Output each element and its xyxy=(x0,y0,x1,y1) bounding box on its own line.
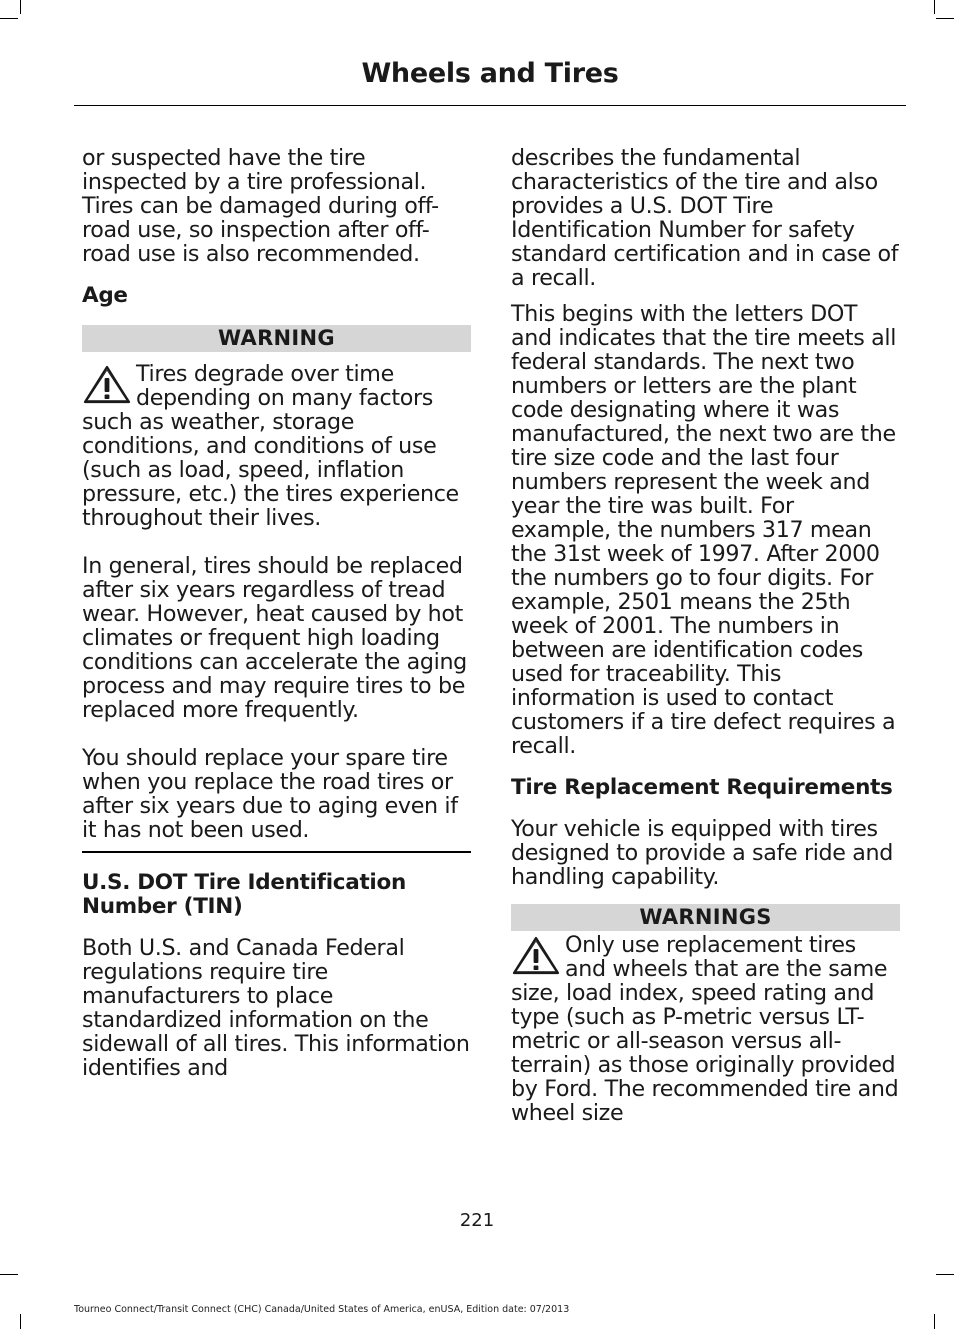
intro-paragraph: or suspected have the tire inspected by a tire professional. Tires can be damaged during off-road use, so inspection after off-road use is also recommended. xyxy=(82,145,439,267)
crop-mark xyxy=(20,0,21,14)
page-number: 221 xyxy=(459,1210,495,1231)
crop-mark xyxy=(934,1314,935,1329)
warnings-block xyxy=(511,933,900,1125)
crop-mark xyxy=(934,0,935,14)
warning-triangle-icon xyxy=(511,935,561,977)
warning-text: Tires degrade over time depending on many factors such as weather, storage conditions, and conditions of use (such as load, speed, inflation pressure, etc.) the tires experience throughout their lives. xyxy=(82,361,459,531)
warning-bar: WARNING xyxy=(82,325,471,352)
tin-paragraph: Both U.S. and Canada Federal regulations require tire manufacturers to place standardized information on the sidewall of all tires. This information identifies and xyxy=(82,935,470,1081)
crop-mark xyxy=(0,18,18,19)
section-divider xyxy=(82,851,471,853)
age-heading: Age xyxy=(82,283,128,308)
left-column xyxy=(82,146,471,1080)
replacement-heading: Tire Replacement Requirements xyxy=(511,775,893,800)
spare-tire-paragraph: You should replace your spare tire when you replace the road tires or after six years due to aging even if it has not been used. xyxy=(82,745,458,843)
warnings-text: Only use replacement tires and wheels that are the same size, load index, speed rating and type (such as P-metric versus LT-metric or all-season versus all-terrain) as those originally provided by Ford. The recommended tire and wheel size xyxy=(511,932,899,1126)
page-title: Wheels and Tires xyxy=(361,58,619,89)
footer-edition: Tourneo Connect/Transit Connect (CHC) Canada/United States of America, enUSA, Edition date: 07/2013 xyxy=(74,1304,570,1315)
warning-triangle-icon xyxy=(82,364,132,406)
warning-block xyxy=(82,362,471,530)
crop-mark xyxy=(936,18,954,19)
right-column xyxy=(511,146,900,1125)
general-paragraph: In general, tires should be replaced after six years regardless of tread wear. However, heat caused by hot climates or frequent high loading conditions can accelerate the aging process and may require tires to be replaced more frequently. xyxy=(82,553,467,723)
tin-heading: U.S. DOT Tire Identification Number (TIN) xyxy=(82,870,406,919)
crop-mark xyxy=(0,1274,18,1275)
continued-paragraph: describes the fundamental characteristics of the tire and also provides a U.S. DOT Tire Identification Number for safety standard certification and in case of a recall. xyxy=(511,145,899,291)
dot-paragraph: This begins with the letters DOT and indicates that the tire meets all federal standards. The next two numbers or letters are the plant code designating where it was manufactured, the next two are the tire size code and the last four numbers represent the week and year the tire was built. For example, the numbers 317 mean the 31st week of 1997. After 2000 the numbers go to four digits. For example, 2501 means the 25th week of 2001. The numbers in between are identification codes used for traceability. This information is used to contact customers if a tire defect requires a recall. xyxy=(511,301,897,759)
warnings-bar: WARNINGS xyxy=(511,904,900,931)
header-divider xyxy=(74,105,906,106)
crop-mark xyxy=(20,1314,21,1329)
equipped-paragraph: Your vehicle is equipped with tires designed to provide a safe ride and handling capability. xyxy=(511,816,893,890)
crop-mark xyxy=(936,1274,954,1275)
